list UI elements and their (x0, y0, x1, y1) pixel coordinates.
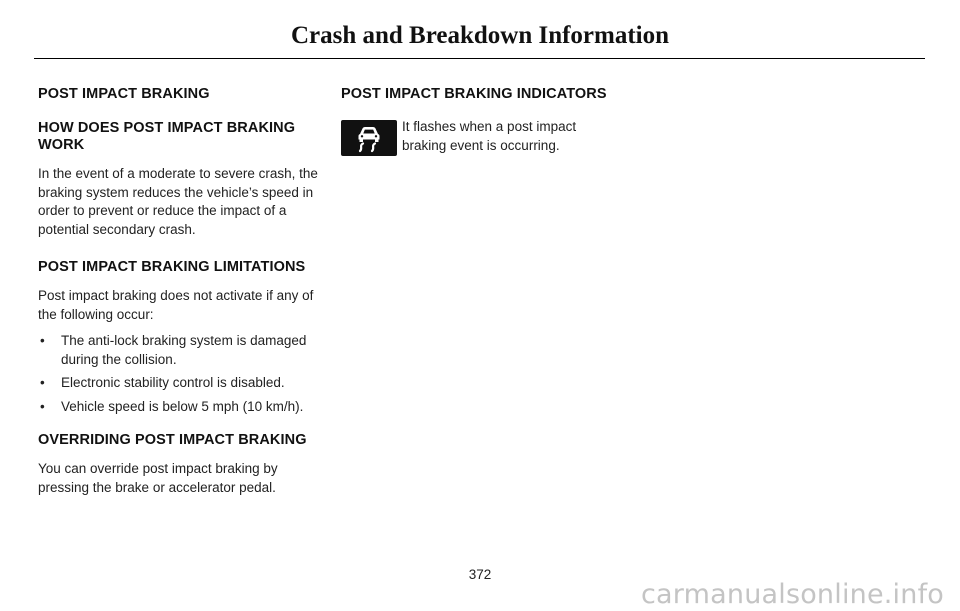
list-item (38, 398, 320, 417)
right-column (341, 86, 641, 160)
how-it-works-paragraph: In the event of a moderate to severe crash, the braking system reduces the vehicle’s speed in order to prevent or reduce the impact of a potential secondary crash. (38, 166, 318, 237)
section-heading-overriding: OVERRIDING POST IMPACT BRAKING (38, 432, 307, 448)
stability-control-skid-icon (341, 120, 397, 156)
page-number: 372 (468, 567, 492, 582)
limitations-intro: Post impact braking does not activate if any of the following occur: (38, 288, 314, 322)
section-heading-limitations: POST IMPACT BRAKING LIMITATIONS (38, 259, 306, 275)
overriding-paragraph: You can override post impact braking by pressing the brake or accelerator pedal. (38, 461, 278, 495)
header-divider (34, 58, 925, 59)
section-heading-how-it-works: HOW DOES POST IMPACT BRAKING WORK (38, 120, 296, 153)
indicator-row (341, 120, 641, 160)
page-title: Crash and Breakdown Information (290, 22, 670, 49)
list-item-text: Vehicle speed is below 5 mph (10 km/h). (61, 398, 304, 414)
section-heading-indicators: POST IMPACT BRAKING INDICATORS (341, 86, 607, 102)
bullet-symbol: • (40, 398, 45, 414)
left-column (38, 86, 320, 497)
limitations-list (38, 332, 320, 416)
list-item-text: The anti-lock braking system is damaged during the collision. (61, 333, 307, 367)
bullet-symbol: • (40, 333, 45, 348)
indicator-description: It flashes when a post impact braking event is occurring. (402, 119, 577, 153)
section-heading-post-impact-braking: POST IMPACT BRAKING (38, 86, 210, 102)
bullet-symbol: • (40, 375, 45, 390)
list-item (38, 332, 320, 369)
list-item (38, 374, 320, 393)
list-item-text: Electronic stability control is disabled. (61, 375, 285, 390)
watermark: carmanualsonline.info (641, 579, 944, 610)
